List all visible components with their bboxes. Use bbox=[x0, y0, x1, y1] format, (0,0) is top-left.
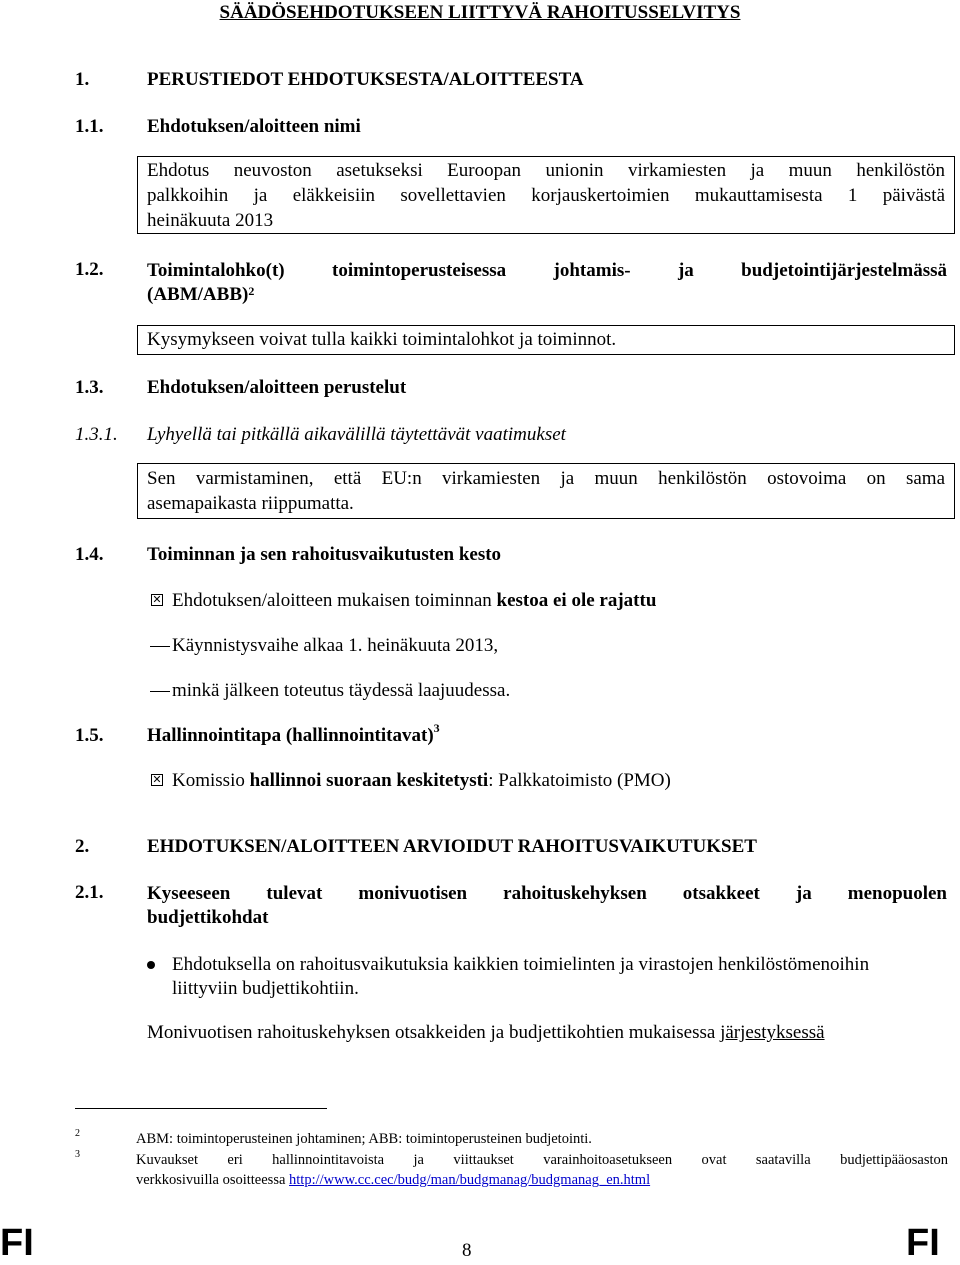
footnote-3-line-2: verkkosivuilla osoitteessa bbox=[136, 1172, 290, 1188]
section-1-5-heading-text: Hallinnointitapa (hallinnointitavat) bbox=[147, 725, 434, 746]
section-1-5-heading bbox=[147, 721, 440, 747]
footnote-ref-2[interactable]: 2 bbox=[248, 284, 255, 298]
section-1-heading: PERUSTIEDOT EHDOTUKSESTA/ALOITTEESTA bbox=[147, 69, 584, 90]
requirements-line-1: Sen varmistaminen, että EU:n virkamiesten ja muun henkilöstön ostovoima on sama bbox=[147, 468, 945, 489]
section-1-1-heading: Ehdotuksen/aloitteen nimi bbox=[147, 116, 361, 137]
order-paragraph-text: Monivuotisen rahoituskehyksen otsakkeiden ja budjettikohtien mukaisessa bbox=[147, 1022, 721, 1043]
footnote-ref-3[interactable]: 3 bbox=[433, 721, 440, 735]
section-2-number: 2. bbox=[75, 836, 90, 857]
document-title: SÄÄDÖSEHDOTUKSEEN LIITTYVÄ RAHOITUSSELVITYS bbox=[219, 2, 741, 23]
management-option-bold: hallinnoi suoraan keskitetysti bbox=[249, 770, 489, 791]
section-1-4-number: 1.4. bbox=[75, 544, 104, 565]
footnote-separator bbox=[75, 1108, 327, 1109]
section-2-1-heading-line-1: Kyseeseen tulevat monivuotisen rahoituskehyksen otsakkeet ja menopuolen bbox=[147, 883, 947, 904]
section-2-1-heading-line-2: budjettikohdat bbox=[147, 907, 269, 928]
section-1-5-number: 1.5. bbox=[75, 725, 104, 746]
budget-bullet-line-1: Ehdotuksella on rahoitusvaikutuksia kaikkien toimielinten ja virastojen henkilöstömenoihin bbox=[172, 954, 870, 975]
duration-option bbox=[172, 590, 656, 612]
order-paragraph bbox=[147, 1022, 825, 1044]
proposal-title-line-3: heinäkuuta 2013 bbox=[147, 210, 274, 231]
proposal-title-line-1: Ehdotus neuvoston asetukseksi Euroopan unionin virkamiesten ja muun henkilöstön bbox=[147, 160, 945, 181]
section-1-3-heading: Ehdotuksen/aloitteen perustelut bbox=[147, 377, 407, 398]
requirements-box bbox=[137, 463, 955, 519]
footnote-3-text bbox=[136, 1150, 948, 1190]
bullet-dot bbox=[147, 961, 155, 969]
section-1-3-1-heading: Lyhyellä tai pitkällä aikavälillä täytettävät vaatimukset bbox=[147, 424, 566, 445]
management-mode-checkbox[interactable]: ✕ bbox=[152, 773, 162, 786]
budget-bullet-line-2: liittyviin budjettikohtiin. bbox=[172, 978, 359, 999]
proposal-title-line-2: palkkoihin ja eläkkeisiin sovellettavien korjauskertoimien mukauttamisesta 1 päivästä bbox=[147, 185, 945, 206]
order-paragraph-underlined: järjestyksessä bbox=[720, 1022, 825, 1043]
footnote-3-number: 3 bbox=[75, 1149, 80, 1160]
section-1-1-number: 1.1. bbox=[75, 116, 104, 137]
duration-option-bold: kestoa ei ole rajattu bbox=[496, 590, 657, 611]
duration-full-text: minkä jälkeen toteutus täydessä laajuudessa. bbox=[172, 680, 511, 701]
section-2-heading: EHDOTUKSEN/ALOITTEEN ARVIOIDUT RAHOITUSVAIKUTUKSET bbox=[147, 836, 757, 857]
management-option-text-2: : Palkkatoimisto (PMO) bbox=[488, 770, 671, 791]
section-1-4-heading: Toiminnan ja sen rahoitusvaikutusten kesto bbox=[147, 544, 502, 565]
management-option-text-1: Komissio bbox=[172, 770, 250, 791]
duration-unlimited-checkbox[interactable]: ✕ bbox=[152, 593, 162, 606]
section-1-2-heading bbox=[147, 259, 947, 307]
duration-option-text: Ehdotuksen/aloitteen mukaisen toiminnan bbox=[172, 590, 497, 611]
proposal-title-box bbox=[137, 156, 955, 234]
section-1-2-number: 1.2. bbox=[75, 259, 104, 280]
page-number: 8 bbox=[462, 1240, 472, 1261]
management-option bbox=[172, 770, 671, 792]
section-1-2-heading-line-1: Toimintalohko(t) toimintoperusteisessa johtamis- ja budjetointijärjestelmässä bbox=[147, 260, 947, 281]
footnote-3-line-1: Kuvaukset eri hallinnointitavoista ja viittaukset varainhoitoasetukseen ovat saatavilla budjettipääosaston bbox=[136, 1152, 948, 1168]
footnote-2-number: 2 bbox=[75, 1128, 80, 1139]
requirements-line-2: asemapaikasta riippumatta. bbox=[147, 493, 354, 514]
section-1-number: 1. bbox=[75, 69, 90, 90]
footer-language-left: FI bbox=[0, 1222, 34, 1264]
section-1-3-1-number: 1.3.1. bbox=[75, 424, 118, 445]
activity-box-text: Kysymykseen voivat tulla kaikki toimintalohkot ja toiminnot. bbox=[147, 329, 617, 350]
duration-start-text: Käynnistysvaihe alkaa 1. heinäkuuta 2013, bbox=[172, 635, 499, 656]
budget-manual-link[interactable]: http://www.cc.cec/budg/man/budgmanag/budgmanag_en.html bbox=[289, 1172, 651, 1188]
footer-language-right: FI bbox=[906, 1222, 940, 1264]
budget-bullet-text bbox=[172, 953, 869, 1001]
section-2-1-number: 2.1. bbox=[75, 882, 104, 903]
section-1-2-heading-line-2: (ABM/ABB) bbox=[147, 284, 249, 305]
activity-box bbox=[137, 325, 955, 355]
dash-bullet-1 bbox=[150, 646, 170, 647]
section-2-1-heading bbox=[147, 882, 947, 930]
footnote-2-text: ABM: toimintoperusteinen johtaminen; ABB: toimintoperusteinen budjetointi. bbox=[136, 1131, 592, 1147]
section-1-3-number: 1.3. bbox=[75, 377, 104, 398]
dash-bullet-2 bbox=[150, 691, 170, 692]
